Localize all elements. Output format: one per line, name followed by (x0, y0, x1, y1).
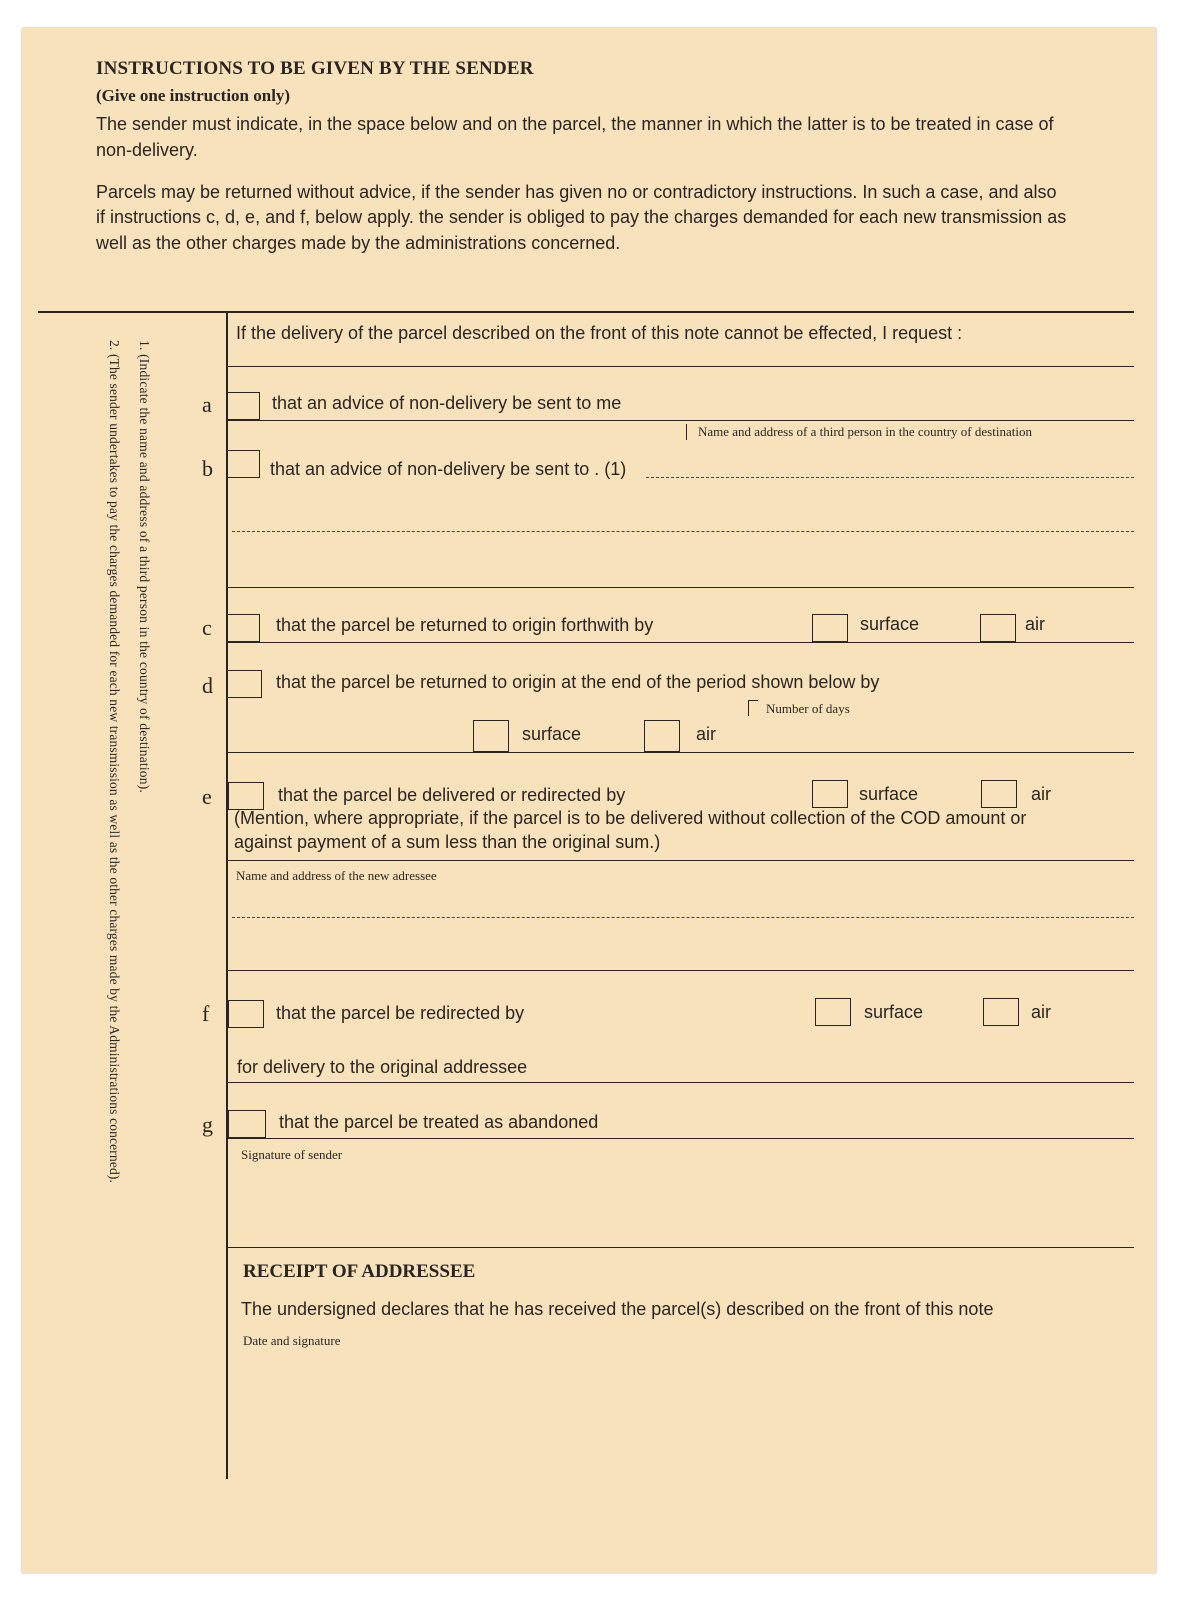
option-d-air-label: air (696, 724, 717, 744)
option-a-letter: a (202, 392, 212, 417)
option-f-checkbox[interactable] (228, 1000, 264, 1028)
instructions-paragraph-2-line-3: well as the other charges made by the administrations concerned. (96, 233, 621, 253)
option-e-caption: Name and address of the new adressee (236, 868, 437, 883)
rule-b (228, 587, 1134, 588)
option-e-letter: e (202, 784, 212, 809)
option-f-air-checkbox[interactable] (983, 998, 1019, 1026)
option-d-checkbox[interactable] (226, 670, 262, 698)
receipt-caption: Date and signature (243, 1333, 341, 1348)
option-e-text: that the parcel be delivered or redirected by (278, 785, 626, 805)
option-d-air-checkbox[interactable] (644, 720, 680, 752)
rule-d (228, 752, 1134, 753)
option-g-checkbox[interactable] (228, 1110, 266, 1138)
option-c-surface-label: surface (860, 614, 920, 634)
option-a-text: that an advice of non-delivery be sent to me (272, 393, 622, 413)
receipt-text: The undersigned declares that he has received the parcel(s) described on the front of this note (241, 1299, 994, 1319)
instructions-paragraph-1-line-1: The sender must indicate, in the space below and on the parcel, the manner in which the latter is to be treated in case of (96, 114, 1054, 134)
option-e-dotted-line[interactable] (232, 917, 1134, 918)
option-f-letter: f (202, 1001, 210, 1026)
rule-signature (228, 1247, 1134, 1248)
option-d-caption-tick (748, 700, 749, 716)
option-c-air-label: air (1025, 614, 1046, 634)
option-f-surface-checkbox[interactable] (815, 998, 851, 1026)
rule-intro (228, 366, 1134, 367)
option-c-text: that the parcel be returned to origin forthwith by (276, 615, 654, 635)
option-f-air-label: air (1031, 1002, 1052, 1022)
instructions-subtitle: (Give one instruction only) (96, 86, 291, 105)
option-b-caption-tick (686, 424, 687, 440)
option-b-text: that an advice of non-delivery be sent to . (1) (270, 459, 627, 479)
option-g-letter: g (202, 1112, 213, 1137)
option-d-caption-tick-top (748, 700, 758, 701)
option-c-air-checkbox[interactable] (980, 614, 1016, 642)
option-d-surface-label: surface (522, 724, 582, 744)
option-b-dotted-line-1[interactable] (646, 477, 1134, 478)
option-e-surface-label: surface (859, 784, 919, 804)
option-b-dotted-line-2[interactable] (232, 531, 1134, 532)
rule-e (228, 970, 1134, 971)
rule-g (228, 1138, 1134, 1139)
option-e-air-checkbox[interactable] (981, 780, 1017, 808)
rule-f (228, 1082, 1134, 1083)
option-b-caption: Name and address of a third person in the country of destination (698, 424, 1032, 439)
instructions-paragraph-1-line-2: non-delivery. (96, 140, 198, 160)
option-f-text: that the parcel be redirected by (276, 1003, 525, 1023)
option-e-air-label: air (1031, 784, 1052, 804)
option-d-caption: Number of days (766, 701, 850, 716)
option-d-text: that the parcel be returned to origin at the end of the period shown below by (276, 672, 880, 692)
option-e-surface-checkbox[interactable] (812, 780, 848, 808)
option-d-surface-checkbox[interactable] (473, 720, 509, 752)
option-f-line-2: for delivery to the original addressee (237, 1057, 528, 1077)
option-c-letter: c (202, 615, 212, 640)
option-e-checkbox[interactable] (228, 782, 264, 810)
option-g-text: that the parcel be treated as abandoned (279, 1112, 599, 1132)
option-c-checkbox[interactable] (226, 614, 260, 642)
rule-c (228, 642, 1134, 643)
column-divider (226, 311, 228, 1479)
instructions-title: INSTRUCTIONS TO BE GIVEN BY THE SENDER (96, 58, 534, 79)
option-c-surface-checkbox[interactable] (812, 614, 848, 642)
rule-a (228, 420, 1134, 421)
request-intro: If the delivery of the parcel described on the front of this note cannot be effected, I request : (236, 323, 963, 343)
top-rule (38, 311, 1134, 313)
instructions-paragraph-2-line-1: Parcels may be returned without advice, if the sender has given no or contradictory instructions. In such a case, and also (96, 182, 1057, 202)
receipt-signature-area[interactable] (230, 1352, 1130, 1472)
rule-e-note (228, 860, 1134, 861)
sender-signature-caption: Signature of sender (241, 1147, 343, 1162)
option-e-note-line-1: (Mention, where appropriate, if the parcel is to be delivered without collection of the COD amount or (234, 808, 1027, 828)
option-b-letter: b (202, 456, 213, 481)
option-d-letter: d (202, 673, 213, 698)
side-note-1: 1. (Indicate the name and address of a third person in the country of destination). (137, 340, 152, 793)
side-note-2: 2. (The sender undertakes to pay the charges demanded for each new transmission as well as the other charges made by the Administrations concerned). (107, 340, 122, 1184)
option-f-surface-label: surface (864, 1002, 924, 1022)
receipt-title: RECEIPT OF ADDRESSEE (243, 1261, 476, 1282)
option-e-note-line-2: against payment of a sum less than the original sum.) (234, 832, 661, 852)
option-a-checkbox[interactable] (226, 392, 260, 420)
option-b-checkbox[interactable] (226, 450, 260, 478)
sender-signature-area[interactable] (230, 1166, 1130, 1244)
instructions-paragraph-2-line-2: if instructions c, d, e, and f, below apply. the sender is obliged to pay the charges demanded for each new transmission as (96, 207, 1067, 227)
